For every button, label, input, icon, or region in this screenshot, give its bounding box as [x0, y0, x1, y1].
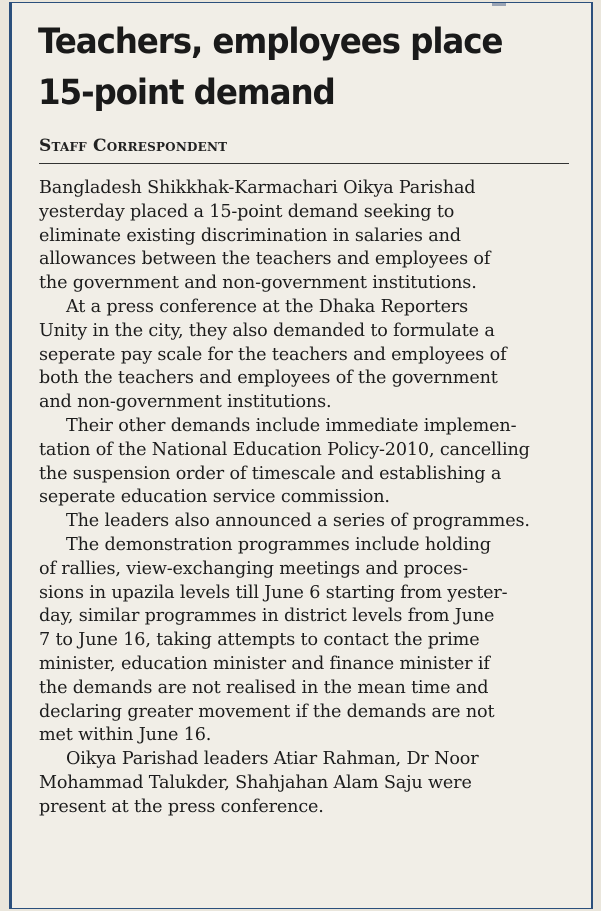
- body-line: seperate pay scale for the teachers and employees of: [39, 344, 507, 365]
- body-line: the government and non-government institutions.: [39, 273, 477, 294]
- body-line: of rallies, view-exchanging meetings and proces-: [39, 558, 468, 579]
- headline: [38, 17, 540, 119]
- body-line: Mohammad Talukder, Shahjahan Alam Saju were: [39, 772, 472, 793]
- page-edge-mark: [492, 3, 506, 6]
- byline-divider: [39, 163, 569, 164]
- body-line: Bangladesh Shikkhak-Karmachari Oikya Parishad: [39, 178, 476, 198]
- body-line: tation of the National Education Policy-2010, cancelling: [39, 439, 530, 460]
- body-line: minister, education minister and finance minister if: [39, 653, 490, 674]
- body-line: declaring greater movement if the demands are not: [39, 701, 495, 722]
- article-body: [39, 177, 575, 820]
- headline-line-1: Teachers, employees place: [38, 22, 503, 62]
- headline-line-2: 15-point demand: [38, 73, 335, 113]
- byline: Staff Correspondent: [39, 136, 228, 156]
- body-line: Unity in the city, they also demanded to formulate a: [39, 320, 495, 341]
- body-line: seperate education service commission.: [39, 487, 390, 508]
- body-line: present at the press conference.: [39, 796, 324, 817]
- body-line: At a press conference at the Dhaka Reporters: [66, 296, 469, 317]
- article-clipping: [9, 2, 593, 909]
- body-line: 7 to June 16, taking attempts to contact the prime: [39, 630, 480, 651]
- body-line: sions in upazila levels till June 6 starting from yester-: [39, 582, 508, 603]
- body-line: eliminate existing discrimination in salaries and: [39, 225, 461, 246]
- body-line: Oikya Parishad leaders Atiar Rahman, Dr Noor: [66, 749, 479, 770]
- body-line: day, similar programmes in district levels from June: [39, 606, 495, 627]
- body-line: the demands are not realised in the mean time and: [39, 677, 489, 698]
- body-line: The leaders also announced a series of programmes.: [66, 511, 530, 532]
- body-line: and non-government institutions.: [39, 392, 332, 413]
- body-line: allowances between the teachers and employees of: [39, 249, 491, 270]
- body-line: both the teachers and employees of the government: [39, 368, 498, 389]
- body-line: The demonstration programmes include holding: [66, 534, 491, 555]
- body-line: yesterday placed a 15-point demand seeking to: [39, 201, 455, 222]
- body-line: Their other demands include immediate implemen-: [66, 415, 517, 436]
- body-line: met within June 16.: [39, 725, 212, 746]
- body-line: the suspension order of timescale and establishing a: [39, 463, 502, 484]
